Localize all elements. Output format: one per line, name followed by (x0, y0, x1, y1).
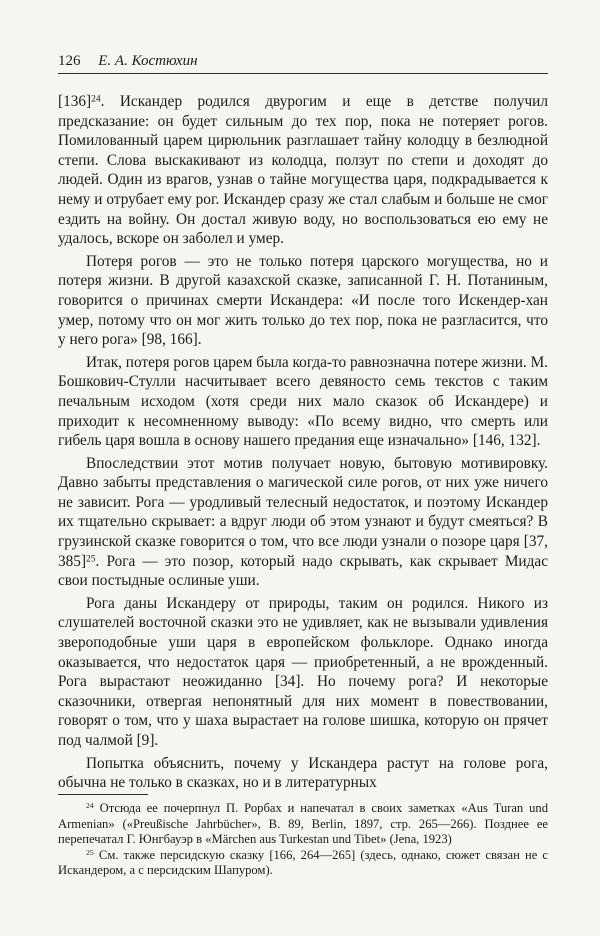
footnote-25 (58, 848, 548, 879)
paragraph-4 (58, 454, 548, 591)
main-text (58, 92, 548, 796)
paragraph-1 (58, 92, 548, 249)
paragraph-text: . Искандер родился двурогим и еще в детстве получил предсказание: он будет сильным до тех пор, пока не потеряет рогов. Помилованный царем цирюльник разглашает тайну колодцу в безлюдной степи. Слова выскакивают из колодца, ползут по степи и доходят до людей. Один из врагов, узнав о тайне могущества царя, подкрадывается к нему и отрубает ему рог. Искандер сразу же стал слабым и больше не смог ездить на войну. Он достал живую воду, но воспользоваться ею ему не удалось, вскоре он заболел и умер. (58, 93, 548, 248)
footnote-text: Отсюда ее почерпнул П. Рорбах и напечатал в своих заметках «Aus Turan und Armenian» («Preußische Jahrbücher», B. 89, Berlin, 1897, стр. 265—266). Позднее ее перепечатал Г. Юнгбауэр в «Märchen aus Turkestan und Tibet» (Jena, 1923) (58, 801, 548, 847)
footnote-divider (58, 794, 148, 795)
footnote-24 (58, 801, 548, 848)
paragraph-2: Потеря рогов — это не только потеря царского могущества, но и потеря жизни. В другой казахской сказке, записанной Г. Н. Потаниным, говорится о причинах смерти Искандера: «И после того Искендер-хан умер, потому что он мог жить только до тех пор, пока не разгласится, что у него рога» [98, 166]. (58, 252, 548, 349)
paragraph-6: Попытка объяснить, почему у Искандера растут на голове рога, обычна не только в сказках, но и в литературных (58, 754, 548, 792)
page-number: 126 (58, 53, 81, 69)
footnotes (58, 794, 548, 879)
paragraph-text: Впоследствии этот мотив получает новую, бытовую мотивировку. Давно забыты представления о магической силе рогов, от них уже ничего не зависит. Рога — уродливый телесный недостаток, и поэтому Искандер их тщательно скрывает: а вдруг люди об этом узнают и будут смеяться? В грузинской сказке говорится о том, что все люди узнали о позоре царя [37, 385] (58, 454, 548, 570)
running-header (58, 52, 548, 74)
paragraph-5: Рога даны Искандеру от природы, таким он родился. Никого из слушателей восточной сказки это не удивляет, как не вызывали удивления звероподобные уши царя в европейском фольклоре. Однако иногда оказывается, что недостаток царя — приобретенный, а не врожденный. Рога вырастают неожиданно [34]. Но почему рога? И некоторые сказочники, отвергая непонятный для них момент в повествовании, говорят о том, что у шаха вырастает на голове шишка, которую он прячет под чалмой [9]. (58, 594, 548, 749)
footnote-ref-25: 25 (86, 553, 96, 564)
footnote-text: См. также персидскую сказку [166, 264—265] (здесь, однако, сюжет связан не с Искандером, а с персидским Шапуром). (58, 847, 548, 878)
paragraph-3: Итак, потеря рогов царем была когда-то равнозначна потере жизни. М. Бошкович-Стулли насчитывает всего девяносто семь текстов с таким печальным исходом (хотя среди них мало сказок об Искандере) и приходит к несомненному выводу: «По всему видно, что смерть или гибель царя вошла в основу нашего предания еще изначально» [146, 132]. (58, 353, 548, 450)
citation: [136] (58, 93, 92, 110)
footnote-mark: 24 (86, 801, 94, 811)
running-author: Е. А. Костюхин (98, 53, 198, 69)
paragraph-text-tail: . Рога — это позор, который надо скрывать, как скрывает Мидас свои постыдные ослиные уши. (58, 552, 548, 590)
footnote-ref-24: 24 (91, 94, 101, 105)
footnote-mark: 25 (86, 847, 94, 857)
